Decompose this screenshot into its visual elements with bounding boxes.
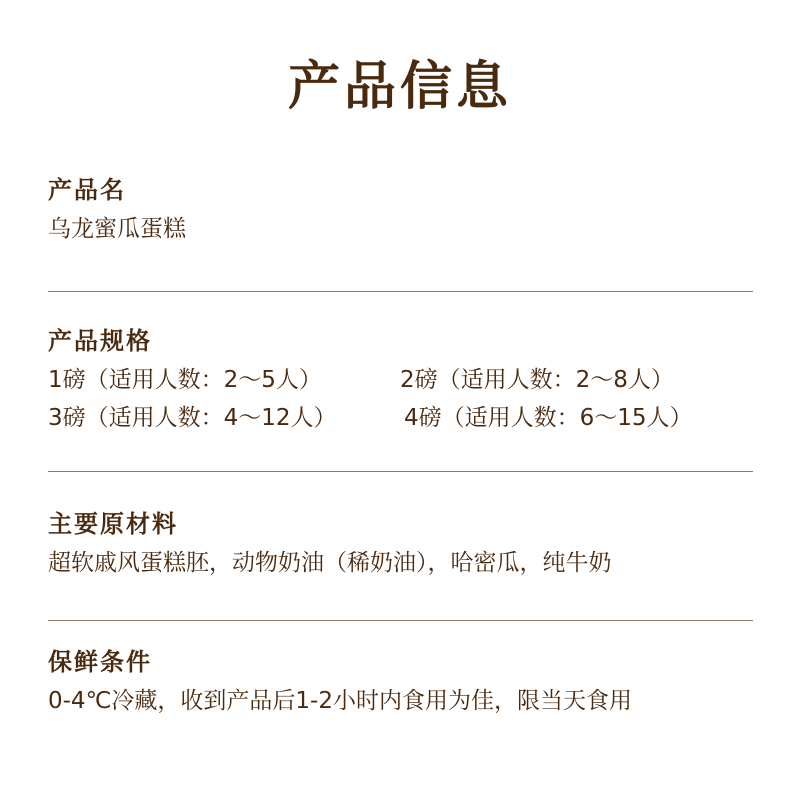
divider <box>48 291 753 292</box>
section-ingredients <box>48 508 753 580</box>
section-storage <box>48 646 753 718</box>
spec-item-2lb: 2磅（适用人数：2～8人） <box>400 367 674 393</box>
product-name-value: 乌龙蜜瓜蛋糕 <box>48 216 186 242</box>
section-heading-ingredients: 主要原材料 <box>48 510 178 538</box>
spec-item-1lb: 1磅（适用人数：2～5人） <box>48 367 322 393</box>
section-product-spec <box>48 325 753 437</box>
divider <box>48 471 753 472</box>
divider <box>48 620 753 621</box>
section-heading-product-name: 产品名 <box>48 176 126 204</box>
page-title: 产品信息 <box>287 57 512 117</box>
spec-item-3lb: 3磅（适用人数：4～12人） <box>48 405 337 431</box>
section-heading-product-spec: 产品规格 <box>48 327 152 355</box>
section-heading-storage: 保鲜条件 <box>48 648 152 676</box>
spec-row <box>48 361 753 399</box>
ingredients-value: 超软戚风蛋糕胚，动物奶油（稀奶油），哈密瓜，纯牛奶 <box>48 550 612 576</box>
spec-row <box>48 399 753 437</box>
section-product-name <box>48 174 753 246</box>
spec-grid <box>48 361 753 437</box>
storage-value: 0-4℃冷藏，收到产品后1-2小时内食用为佳，限当天食用 <box>48 688 632 714</box>
spec-item-4lb: 4磅（适用人数：6～15人） <box>404 405 693 431</box>
